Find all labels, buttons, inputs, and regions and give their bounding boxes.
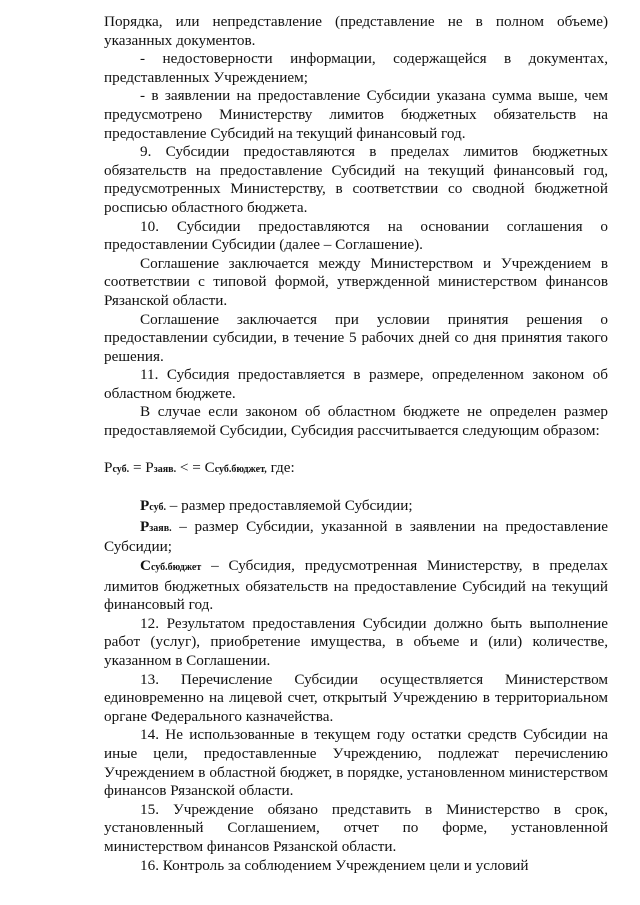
paragraph: В случае если законом об областном бюджете не определен размер предоставляемой Субсидии, Субсидия рассчитывается следующим образом: [104, 403, 608, 440]
definition-symbol: Р [140, 497, 150, 515]
formula-subscript: суб.бюджет, [214, 463, 267, 475]
definition-text: – размер предоставляемой Субсидии; [165, 497, 413, 515]
formula-subscript: суб. [112, 463, 130, 475]
definition [104, 557, 608, 615]
definition-text: – размер Субсидии, указанной в заявлении на предоставление Субсидии; [104, 517, 608, 556]
definition-text: – Субсидия, предусмотренная Министерству, в пределах лимитов бюджетных обязательств на предоставление Субсидий на текущий финансовый год. [104, 557, 608, 614]
definition [104, 518, 608, 557]
paragraph: - в заявлении на предоставление Субсидии указана сумма выше, чем предусмотрено Министерству лимитов бюджетных обязательств на предоставление Субсидий на текущий финансовый год. [104, 87, 608, 142]
paragraph: Соглашение заключается при условии принятия решения о предоставлении субсидии, в течение 5 рабочих дней со дня принятия такого решения. [104, 310, 608, 365]
paragraph: 12. Результатом предоставления Субсидии должно быть выполнение работ (услуг), приобретение имущества, в объеме и (или) количестве, указанном в Соглашении. [104, 614, 608, 669]
definition-subscript: суб. [149, 502, 166, 514]
paragraph: 11. Субсидия предоставляется в размере, определенном законом об областном бюджете. [104, 366, 608, 402]
definition-subscript: суб.бюджет [150, 562, 202, 574]
document-body [104, 13, 608, 875]
formula-part: < = С [176, 458, 215, 476]
definition-symbol: С [140, 557, 151, 575]
paragraph: - недостоверности информации, содержащейся в документах, представленных Учреждением; [104, 50, 608, 86]
definition [104, 497, 608, 518]
formula [104, 459, 608, 480]
paragraph: 16. Контроль за соблюдением Учреждением цели и условий [140, 856, 529, 874]
paragraph: Соглашение заключается между Министерством и Учреждением в соответствии с типовой формой, утвержденной министерством финансов Рязанской области. [104, 254, 608, 309]
formula-part: Р [104, 458, 113, 476]
paragraph: 15. Учреждение обязано представить в Министерство в срок, установленный Соглашением, отчет по форме, установленной министерством финансов Рязанской области. [104, 800, 608, 855]
formula-part: = Р [129, 458, 154, 476]
paragraph: 9. Субсидии предоставляются в пределах лимитов бюджетных обязательств на предоставление Субсидий на текущий финансовый год, предусмотренных Министерству, в соответствии со сводной бюджетной росписью областного бюджета. [104, 143, 608, 216]
formula-part: где: [266, 458, 295, 476]
formula-subscript: заяв. [153, 463, 177, 475]
paragraph: Порядка, или непредставление (представление не в полном объеме) указанных документов. [104, 13, 608, 49]
paragraph: 10. Субсидии предоставляются на основании соглашения о предоставлении Субсидии (далее – Соглашение). [104, 217, 608, 254]
definition-symbol: Р [140, 517, 150, 535]
paragraph: 14. Не использованные в текущем году остатки средств Субсидии на иные цели, предоставленные Учреждению, подлежат перечислению Учреждением в областной бюджет, в порядке, установленном министерством финансов Рязанской области. [104, 726, 608, 800]
definition-subscript: заяв. [149, 522, 172, 534]
paragraph: 13. Перечисление Субсидии осуществляется Министерством единовременно на лицевой счет, открытый Учреждению в территориальном органе Федерального казначейства. [104, 670, 608, 725]
